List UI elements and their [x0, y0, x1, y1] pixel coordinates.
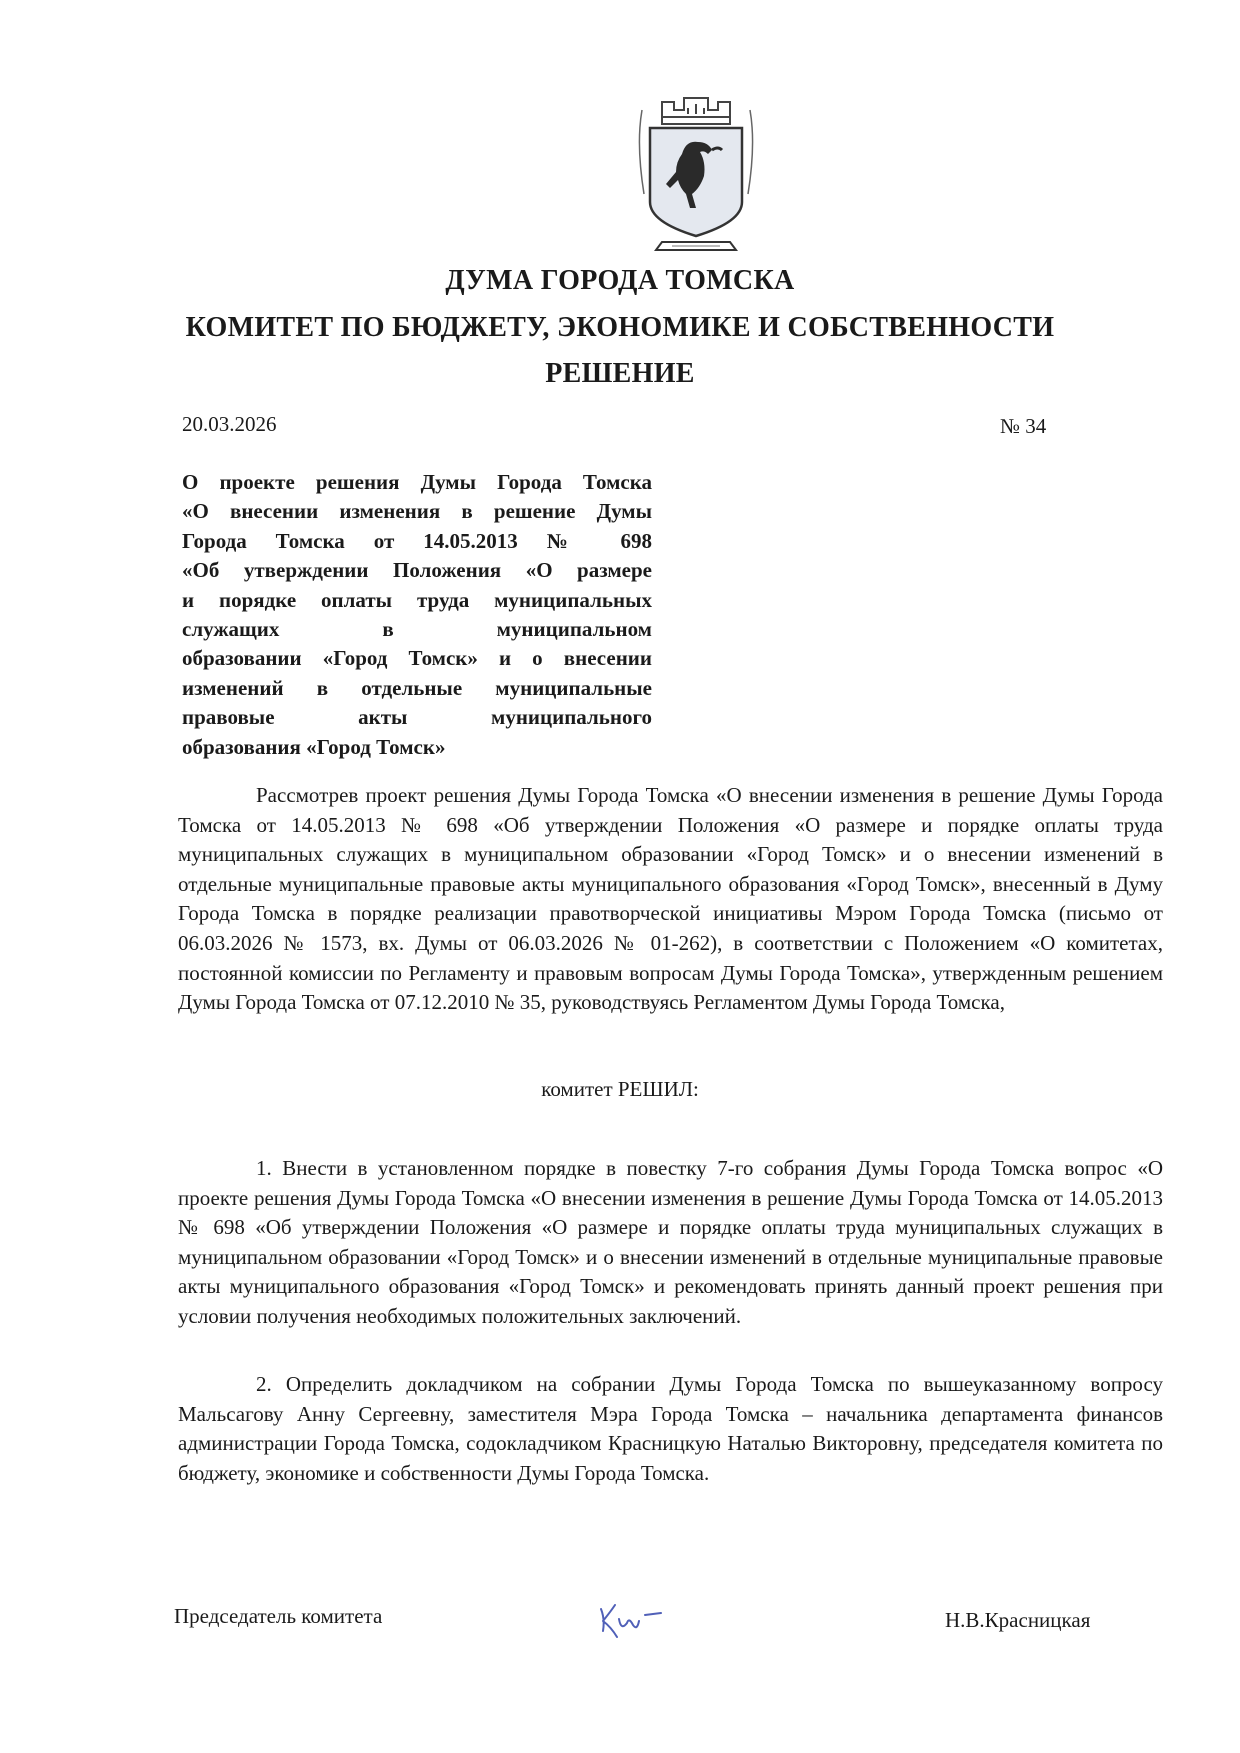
decision-point-1: 1. Внести в установленном порядке в повестку 7-го собрания Думы Города Томска вопрос «О проекте решения Думы Города Томска «О внесении изменения в решение Думы Города Томска от 14.05.2013 № 698 «Об утверждении Положения «О размере и порядке оплаты труда муниципальных служащих в муниципальном образовании «Город Томск» и о внесении изменений в отдельные муниципальные правовые акты муниципального образования «Город Томск» и рекомендовать принять данный проект решения при условии получения необходимых положительных заключений.: [178, 1156, 1163, 1328]
subject-line: образовании «Город Томск» и о внесении: [182, 646, 652, 671]
decision-point-2: 2. Определить докладчиком на собрании Думы Города Томска по вышеуказанному вопросу Мальсагову Анну Сергеевну, заместителя Мэра Города Томска – начальника департамента финансов администрации Города Томска, содокладчиком Красницкую Наталью Викторовну, председателя комитета по бюджету, экономике и собственности Думы Города Томска.: [178, 1372, 1163, 1485]
subject-line: правовые акты муниципального: [182, 705, 652, 730]
subject-line: служащих в муниципальном: [182, 617, 652, 642]
subject-line: изменений в отдельные муниципальные: [182, 675, 652, 700]
subject-line: Города Томска от 14.05.2013 № 698: [182, 528, 652, 553]
decision-subject: [182, 468, 652, 762]
decision-date: 20.03.2026: [182, 412, 277, 436]
subject-line: О проекте решения Думы Города Томска: [182, 470, 652, 494]
committee-title: КОМИТЕТ ПО БЮДЖЕТУ, ЭКОНОМИКЕ И СОБСТВЕННОСТИ: [185, 312, 1055, 343]
intro-paragraph: Рассмотрев проект решения Думы Города Томска «О внесении изменения в решение Думы Города Томска от 14.05.2013 № 698 «Об утверждении Положения «О размере и порядке оплаты труда муниципальных служащих в муниципальном образовании «Город Томск» и о внесении изменений в отдельные муниципальные правовые акты муниципального образования «Город Томск», внесенный в Думу Города Томска в порядке реализации правотворческой инициативы Мэром Города Томска (письмо от 06.03.2026 № 1573, вх. Думы от 06.03.2026 № 01-262), в соответствии с Положением «О комитетах, постоянной комиссии по Регламенту и правовым вопросам Думы Города Томска», утвержденным решением Думы Города Томска от 07.12.2010 № 35, руководствуясь Регламентом Думы Города Томска,: [178, 783, 1163, 1015]
signatory-title: Председатель комитета: [174, 1604, 383, 1628]
subject-line: «Об утверждении Положения «О размере: [182, 558, 652, 583]
decision-number: № 34: [1000, 414, 1047, 438]
signatory-name: Н.В.Красницкая: [945, 1608, 1091, 1632]
organization-title: ДУМА ГОРОДА ТОМСКА: [445, 265, 795, 296]
decided-heading: комитет РЕШИЛ:: [541, 1077, 699, 1101]
handwritten-signature-icon: [595, 1597, 667, 1641]
coat-of-arms-icon: [634, 84, 758, 256]
subject-line: и порядке оплаты труда муниципальных: [182, 587, 652, 612]
document-type: РЕШЕНИЕ: [545, 358, 695, 389]
subject-line: образования «Город Томск»: [182, 734, 446, 759]
subject-line: «О внесении изменения в решение Думы: [182, 499, 652, 524]
